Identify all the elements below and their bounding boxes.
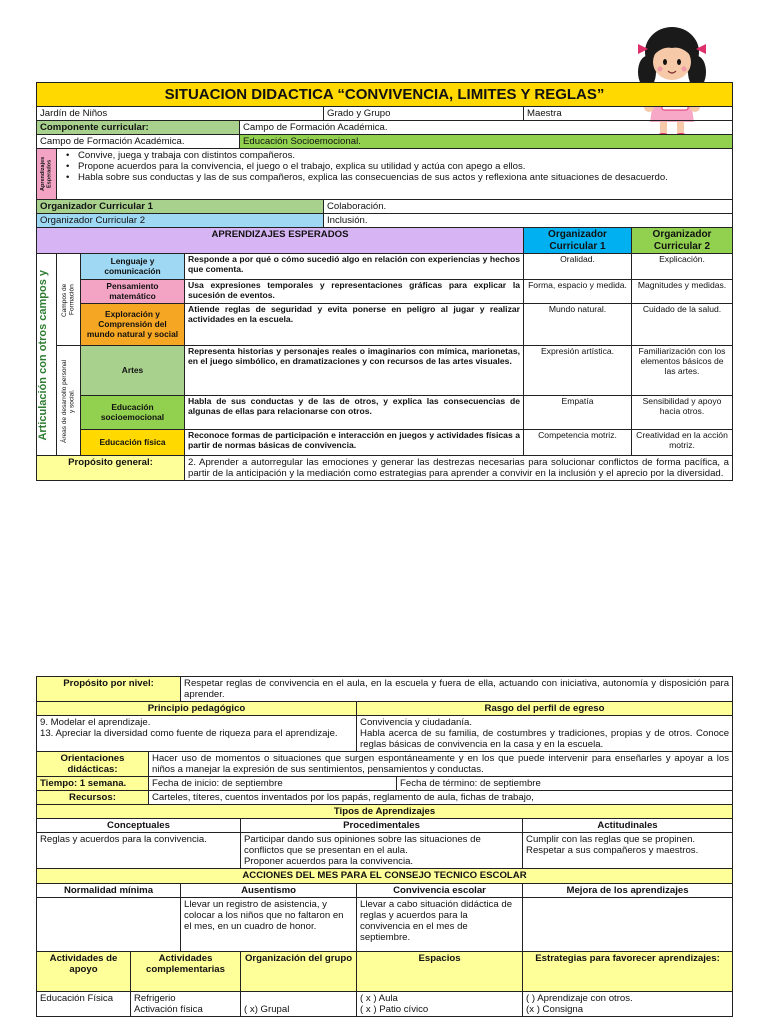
fecha-inicio: Fecha de inicio: de septiembre [149,777,397,791]
estrategias-header: Estrategias para favorecer aprendizajes: [523,951,733,991]
oc1-cell: Competencia motriz. [524,430,632,456]
espacios-value: ( x ) Aula ( x ) Patio cívico [357,991,523,1016]
oc2-cell: Creatividad en la acción motriz. [632,430,733,456]
proposito-nivel-value: Respetar reglas de convivencia en el aula, en la escuela y fuera de ella, actuando con iniciativa, autonomía y disposición para aprender. [181,677,733,702]
aprendizajes-side-label: Aprendizajes Esperados [37,149,57,200]
areas-desarrollo-label: Áreas de desarrollo personal y social. [57,346,81,456]
organizacion-value: ( x) Grupal [241,991,357,1016]
principio-value: 9. Modelar el aprendizaje. 13. Apreciar la diversidad como fuente de riqueza para el aprendizaje. [37,716,357,752]
proposito-general-value: 2. Aprender a autorregular las emociones y generar las destrezas necesarias para solucionar conflictos de forma pacífica, a partir de la anticipación y la mediación como estrategias para aprender a convivir en la inclusión y el aprecio por la diversidad. [185,456,733,481]
area-pensamiento: Pensamiento matemático [81,280,185,304]
aprendizaje-row: Reconoce formas de participación e interacción en juegos y actividades físicas a partir de normas básicas de convivencia. [185,430,524,456]
oc1-cell: Expresión artística. [524,346,632,396]
aprendizaje-row: Habla de sus conductas y de las de otros, y explica las consecuencias de algunas de ellas para relacionarse con otros. [185,396,524,430]
oc2-header: Organizador Curricular 2 [632,228,733,254]
aprendizajes-list-cell [57,149,733,200]
componente-label: Componente curricular: [37,121,240,135]
aprendizaje-row: Responde a por qué o cómo sucedió algo en relación con experiencias y hechos que comenta. [185,254,524,280]
document-title: SITUACION DIDACTICA “CONVIVENCIA, LIMITES Y REGLAS” [37,83,733,107]
articulacion-label: Articulación con otros campos y [37,254,57,456]
proposito-general-label: Propósito general: [37,456,185,481]
rasgo-value: Convivencia y ciudadanía. Habla acerca de su familia, de costumbres y tradiciones, propias y de otros. Conoce reglas básicas de convivencia en la casa y en la escuela. [357,716,733,752]
proposito-nivel-label: Propósito por nivel: [37,677,181,702]
oc1-cell: Mundo natural. [524,304,632,346]
org2-label: Organizador Curricular 2 [37,214,324,228]
apoyo-value: Educación Física [37,991,131,1016]
area-artes: Artes [81,346,185,396]
aprendizajes-list [60,150,729,183]
aprendizaje-item: • Habla sobre sus conductas y las de sus compañeros, explica las consecuencias de sus actos y reflexiona ante situaciones de desacuerdo. [60,172,729,183]
organizacion-header: Organización del grupo [241,951,357,991]
procedimentales-value: Participar dando sus opiniones sobre las situaciones de conflictos que se presentan en el aula. Proponer acuerdos para la convivencia. [241,833,523,869]
grade-group-field: Grado y Grupo [324,107,524,121]
aprendizaje-row: Representa historias y personajes reales o imaginarios con mímica, marionetas, en el juego simbólico, en dramatizaciones y con recursos de las artes visuales. [185,346,524,396]
teacher-field: Maestra [524,107,733,121]
actitudinales-value: Cumplir con las reglas que se propinen. Respetar a sus compañeros y maestros. [523,833,733,869]
rasgo-header: Rasgo del perfil de egreso [357,702,733,716]
org1-value: Colaboración. [324,200,733,214]
principio-header: Principio pedagógico [37,702,357,716]
aprendizajes-header: APRENDIZAJES ESPERADOS [37,228,524,254]
tiempo-label: Tiempo: 1 semana. [37,777,149,791]
componente-value: Campo de Formación Académica. [240,121,733,135]
complementarias-value: Refrigerio Activación física [131,991,241,1016]
area-educacion-fisica: Educación física [81,430,185,456]
situacion-didactica-table [36,82,732,481]
oc2-cell: Sensibilidad y apoyo hacia otros. [632,396,733,430]
aprendizaje-row: Atiende reglas de seguridad y evita ponerse en peligro al jugar y realizar actividades en la escuela. [185,304,524,346]
oc2-cell: Familiarización con los elementos básicos de las artes. [632,346,733,396]
procedimentales-header: Procedimentales [241,819,523,833]
mejora-header: Mejora de los aprendizajes [523,883,733,897]
recursos-label: Recursos: [37,791,149,805]
oc2-cell: Explicación. [632,254,733,280]
orientaciones-value: Hacer uso de momentos o situaciones que surgen espontáneamente y en los que puede intervenir para enseñarles y apoyar a los niños a manejar la expresión de sus sentimientos, pensamientos y conductas. [149,752,733,777]
estrategias-value: ( ) Aprendizaje con otros. (x ) Consigna [523,991,733,1016]
tipos-header: Tipos de Aprendizajes [37,805,733,819]
aprendizaje-item: • Propone acuerdos para la convivencia, el juego o el trabajo, explica su utilidad y actúa con apego a ellos. [60,161,729,172]
convivencia-header: Convivencia escolar [357,883,523,897]
actitudinales-header: Actitudinales [523,819,733,833]
normalidad-header: Normalidad mínima [37,883,181,897]
org2-value: Inclusión. [324,214,733,228]
oc1-cell: Empatía [524,396,632,430]
campo-label: Campo de Formación Académica. [37,135,240,149]
acciones-header: ACCIONES DEL MES PARA EL CONSEJO TECNICO ESCOLAR [37,869,733,883]
oc1-header: Organizador Curricular 1 [524,228,632,254]
espacios-header: Espacios [357,951,523,991]
oc2-cell: Magnitudes y medidas. [632,280,733,304]
oc1-cell: Forma, espacio y medida. [524,280,632,304]
org1-label: Organizador Curricular 1 [37,200,324,214]
aprendizaje-row: Usa expresiones temporales y representaciones gráficas para explicar la sucesión de eventos. [185,280,524,304]
conceptuales-header: Conceptuales [37,819,241,833]
oc2-cell: Cuidado de la salud. [632,304,733,346]
campos-formacion-label: Campos de Formación [57,254,81,346]
campo-value: Educación Socioemocional. [240,135,733,149]
planning-details-table [36,676,732,1017]
ausentismo-header: Ausentismo [181,883,357,897]
ausentismo-value: Llevar un registro de asistencia, y colocar a los niños que no faltaron en el mes, en un cuadro de honor. [181,897,357,951]
area-lenguaje: Lenguaje y comunicación [81,254,185,280]
mejora-value [523,897,733,951]
fecha-termino: Fecha de término: de septiembre [397,777,733,791]
oc1-cell: Oralidad. [524,254,632,280]
area-socioemocional: Educación socioemocional [81,396,185,430]
complementarias-header: Actividades complementarias [131,951,241,991]
school-field: Jardín de Niños [37,107,324,121]
conceptuales-value: Reglas y acuerdos para la convivencia. [37,833,241,869]
convivencia-value: Llevar a cabo situación didáctica de reglas y acuerdos para la convivencia en el mes de septiembre. [357,897,523,951]
apoyo-header: Actividades de apoyo [37,951,131,991]
orientaciones-label: Orientaciones didácticas: [37,752,149,777]
aprendizaje-item: • Convive, juega y trabaja con distintos compañeros. [60,150,729,161]
area-exploracion: Exploración y Comprensión del mundo natural y social [81,304,185,346]
recursos-value: Carteles, títeres, cuentos inventados por los papás, reglamento de aula, fichas de trabajo, [149,791,733,805]
normalidad-value [37,897,181,951]
